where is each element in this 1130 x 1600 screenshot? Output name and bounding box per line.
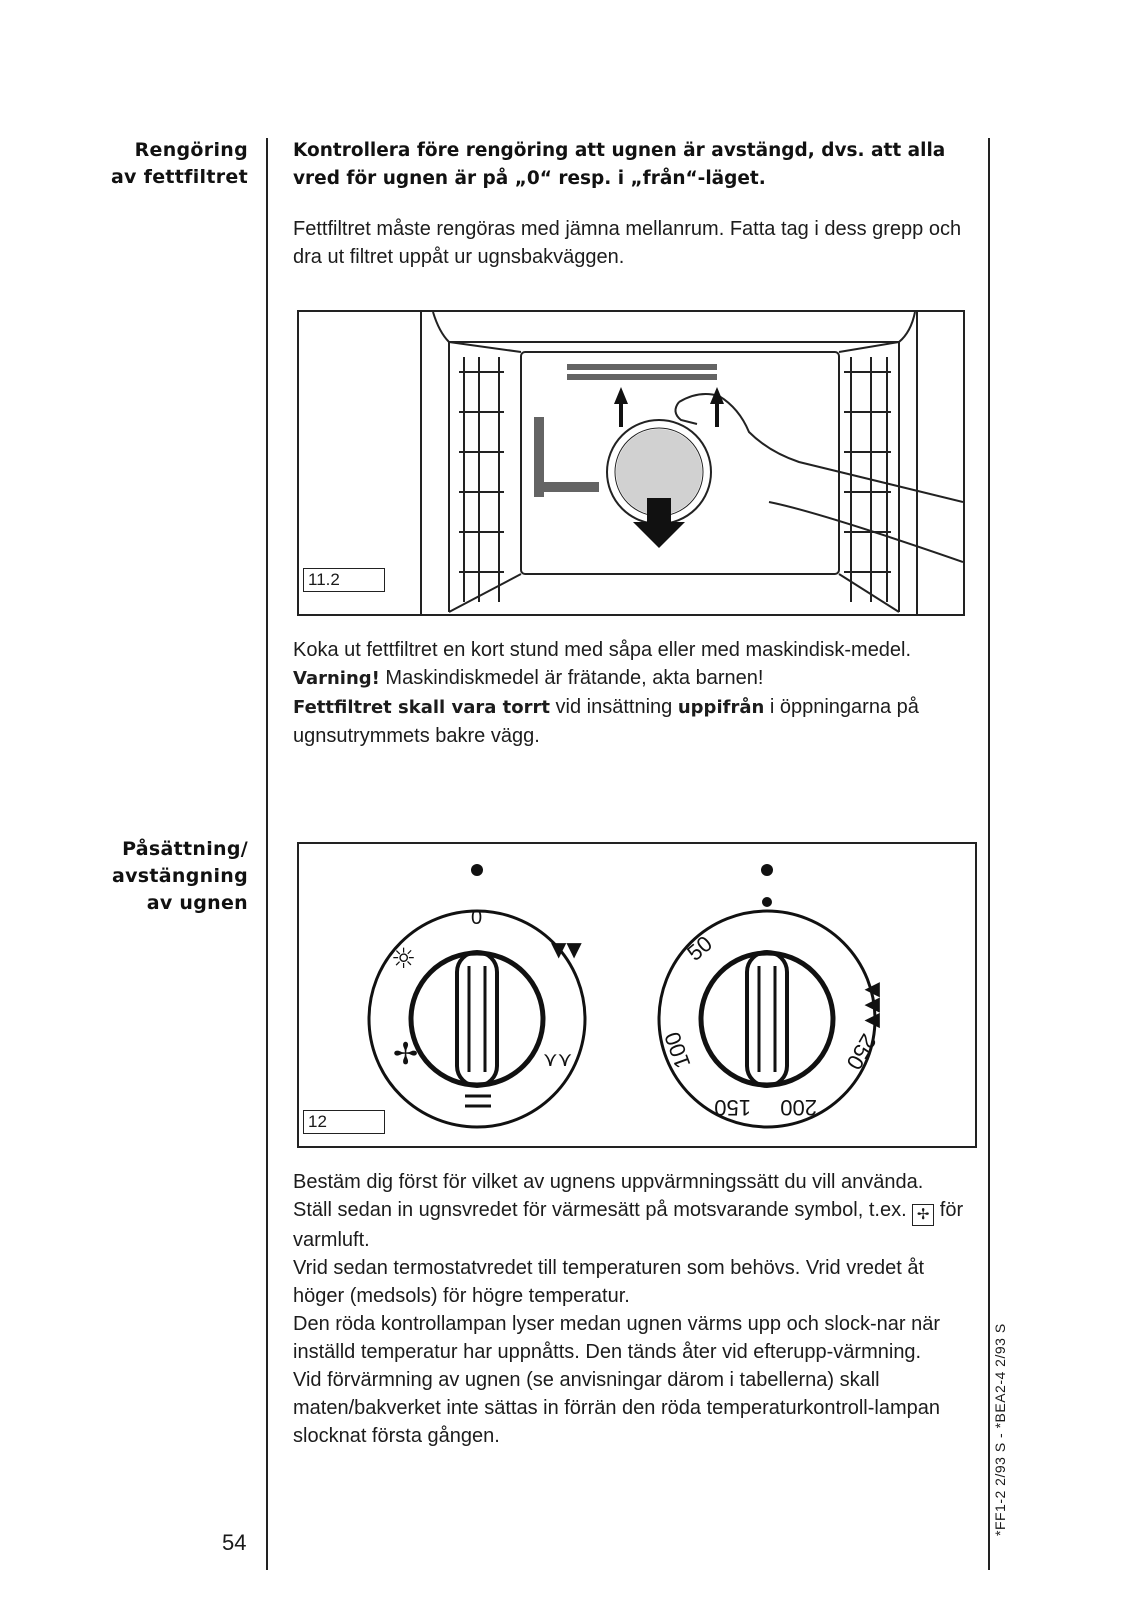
set-mode-paragraph: Ställ sedan in ugnsvredet för värmesätt på motsvarande symbol, t.ex. ✢ för varmluft. [293,1199,964,1251]
figure-control-knobs [297,842,977,1148]
knob1-zero-label: 0 [471,907,483,929]
control-lamp-paragraph: Den röda kontrollampan lyser medan ugnen värms upp och slock-nar när inställd temperatur har uppnåtts. Den tänds åter vid efterupp-värmning. [293,1313,941,1363]
fan-mode-icon: ✢ [912,1204,934,1226]
temp-label-100: 100 [659,1028,696,1072]
light-symbol: ☼ [391,942,417,975]
top-heat-symbol: ▼▼ [551,937,582,961]
thermostat-paragraph: Vrid sedan termostatvredet till temperaturen som behövs. Vrid vredet åt höger (medsols) för högre temperatur. [293,1257,925,1307]
warning-label: Varning! [293,668,380,689]
knobs-illustration [299,844,975,1146]
knob1-indicator-dot [471,864,483,876]
choose-mode-paragraph: Bestäm dig först för vilket av ugnens uppvärmningssätt du vill använda. [293,1171,924,1193]
figure-grease-filter [297,310,965,616]
figure-label-12: 12 [303,1110,385,1134]
figure-label-11-2: 11.2 [303,568,385,592]
oven-illustration [299,312,963,614]
bottom-heat-symbol [465,1096,491,1106]
temp-label-250: 250 [841,1029,882,1074]
temp-label-200: 200 [780,1095,817,1120]
section-heading-rengoring: Rengöring av fettfiltret [110,139,248,188]
page-number: 54 [222,1530,247,1555]
section-rengoring-body [293,636,965,750]
dry-bold-direction: uppifrån [677,697,765,718]
knob2-indicator-dot [761,864,773,876]
section-heading-pasattning: Påsättning/ avstängning av ugnen [111,838,248,914]
document-code: *FF1-2 2/93 S - *BEA2-4 2/93 S [992,1323,1008,1536]
intro-paragraph: Fettfiltret måste rengöras med jämna mellanrum. Fatta tag i dess grepp och dra ut filtret uppåt ur ugnsbakväggen. [293,218,962,268]
dry-paragraph: Fettfiltret skall vara torrt vid insättning uppifrån i öppningarna på ugnsutrymmets bakre vägg. [293,696,919,747]
right-column-rule [988,138,990,1570]
temp-label-150: 150 [714,1095,751,1120]
boil-paragraph: Koka ut fettfiltret en kort stund med såpa eller med maskindisk-medel. [293,639,912,661]
temp-label-50: 50 [682,930,717,966]
dry-label: Fettfiltret skall vara torrt [293,697,550,718]
knob2-inner-dot [762,897,772,907]
section-rengoring-intro [293,137,965,271]
max-heat-symbol: ▼▼▼ [862,982,886,1029]
warning-paragraph: Varning! Maskindiskmedel är frätande, akta barnen! [293,667,764,689]
fan-heat-symbol: ⋎⋎ [543,1047,573,1071]
safety-lead: Kontrollera före rengöring att ugnen är avstängd, dvs. att alla vred för ugnen är på „0“ resp. i „från“-läget. [293,140,946,189]
section-pasattning-body [293,1168,965,1450]
preheat-paragraph: Vid förvärmning av ugnen (se anvisningar därom i tabellerna) skall maten/bakverket inte sättas in förrän den röda temperaturkontroll-lampan slocknat första gången. [293,1369,941,1447]
left-column-rule [266,138,268,1570]
fan-symbol: ✢ [393,1037,419,1072]
